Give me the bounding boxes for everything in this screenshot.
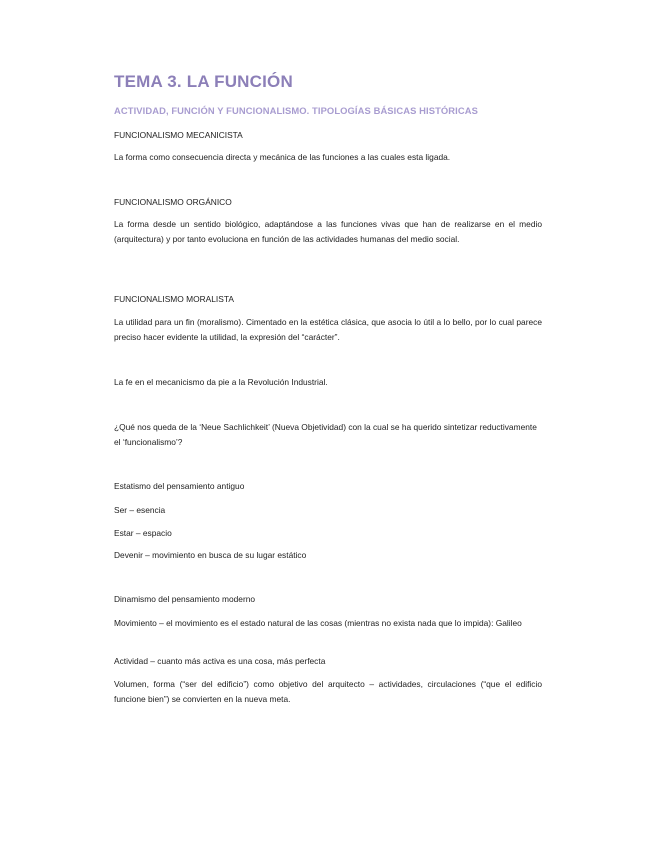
list-item-volumen: Volumen, forma (“ser del edificio”) como objetivo del arquitecto – actividades, circulaciones (“que el edificio funcione bien”) se convierten en la nueva meta. [114,679,542,704]
list-item-actividad: Actividad – cuanto más activa es una cosa, más perfecta [114,656,326,666]
heading-funcionalismo-mecanicista: FUNCIONALISMO MECANICISTA [114,130,243,140]
paragraph-mecanicismo-note: La fe en el mecanicismo da pie a la Revolución Industrial. [114,377,328,387]
heading-pensamiento-antiguo: Estatismo del pensamiento antiguo [114,481,245,491]
paragraph-question: ¿Qué nos queda de la ‘Neue Sachlichkeit’ (Nueva Objetividad) con la cual se ha querido sintetizar reductivamente el ‘funcionalismo’? [114,422,537,447]
page-subtitle: ACTIVIDAD, FUNCIÓN Y FUNCIONALISMO. TIPOLOGÍAS BÁSICAS HISTÓRICAS [114,105,478,116]
paragraph-organico: La forma desde un sentido biológico, adaptándose a las funciones vivas que han de realizarse en el medio (arquitectura) y por tanto evoluciona en función de las actividades humanas del medio social. [114,219,542,244]
page-title: TEMA 3. LA FUNCIÓN [114,72,293,91]
heading-funcionalismo-organico: FUNCIONALISMO ORGÁNICO [114,197,232,207]
paragraph-mecanicista: La forma como consecuencia directa y mecánica de las funciones a las cuales esta ligada. [114,152,451,162]
heading-pensamiento-moderno: Dinamismo del pensamiento moderno [114,594,256,604]
paragraph-moralista: La utilidad para un fin (moralismo). Cimentado en la estética clásica, que asocia lo útil a lo bello, por lo cual parece preciso hacer evidente la utilidad, la expresión del “carácter”. [114,317,542,342]
heading-funcionalismo-moralista: FUNCIONALISMO MORALISTA [114,294,234,304]
list-item-estar: Estar – espacio [114,528,172,538]
list-item-devenir: Devenir – movimiento en busca de su lugar estático [114,550,307,560]
list-item-ser: Ser – esencia [114,505,166,515]
list-item-movimiento: Movimiento – el movimiento es el estado natural de las cosas (mientras no exista nada que lo impida): Galileo [114,618,522,628]
